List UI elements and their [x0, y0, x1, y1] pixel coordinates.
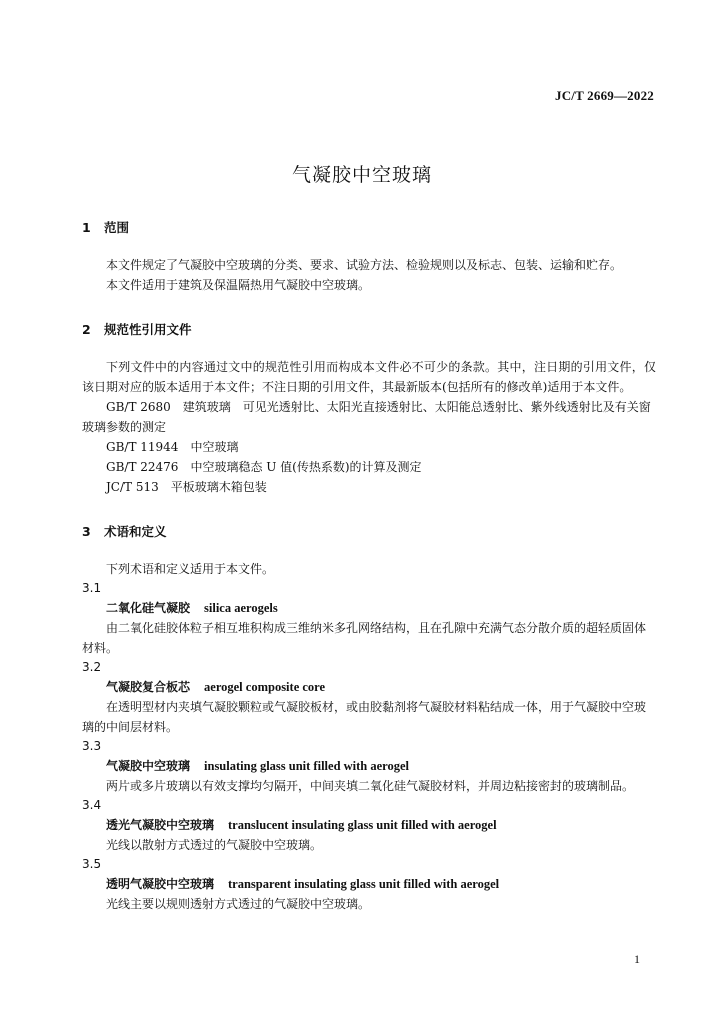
- section-number: 3: [82, 524, 91, 539]
- term-name-en: insulating glass unit filled with aerogel: [204, 759, 410, 773]
- term-name: [82, 815, 656, 835]
- section-title: 范围: [104, 220, 130, 235]
- reference-item: JC/T 513 平板玻璃木箱包装: [106, 480, 267, 494]
- term-name: [82, 598, 656, 618]
- term-definition: 光线主要以规则透射方式透过的气凝胶中空玻璃。: [106, 897, 371, 911]
- section-heading-terms: [82, 523, 656, 541]
- term-number: 3.4: [82, 798, 102, 812]
- section-number: 2: [82, 322, 91, 337]
- section-title: 规范性引用文件: [104, 322, 192, 337]
- term-name-en: silica aerogels: [204, 601, 278, 615]
- term-name-zh: 气凝胶中空玻璃: [106, 759, 191, 773]
- term-name: [82, 874, 656, 894]
- term-definition: 由二氧化硅胶体粒子相互堆积构成三维纳米多孔网络结构，且在孔隙中充满气态分散介质的超轻质固体材料。: [82, 621, 647, 655]
- paragraph: 下列文件中的内容通过文中的规范性引用而构成本文件必不可少的条款。其中，注日期的引用文件，仅该日期对应的版本适用于本文件；不注日期的引用文件，其最新版本(包括所有的修改单)适用于本文件。: [82, 360, 656, 394]
- term-number: 3.2: [82, 660, 102, 674]
- paragraph: 下列术语和定义适用于本文件。: [106, 562, 275, 576]
- term-name-zh: 透光气凝胶中空玻璃: [106, 818, 215, 832]
- section-number: 1: [82, 220, 91, 235]
- term-name-zh: 透明气凝胶中空玻璃: [106, 877, 215, 891]
- term-name: [82, 677, 656, 697]
- term-definition: 光线以散射方式透过的气凝胶中空玻璃。: [106, 838, 323, 852]
- term-definition: 两片或多片玻璃以有效支撑均匀隔开，中间夹填二氧化硅气凝胶材料，并周边粘接密封的玻璃制品。: [106, 779, 635, 793]
- term-name-zh: 二氧化硅气凝胶: [106, 601, 191, 615]
- section-heading-normative-references: [82, 321, 656, 339]
- term-name-en: transparent insulating glass unit filled with aerogel: [228, 877, 500, 891]
- term-name-en: aerogel composite core: [204, 680, 326, 694]
- term-number: 3.3: [82, 739, 102, 753]
- term-number: 3.1: [82, 581, 102, 595]
- page-number: 1: [634, 952, 640, 966]
- standard-code: JC/T 2669—2022: [555, 88, 654, 103]
- section-title: 术语和定义: [104, 524, 167, 539]
- reference-item: GB/T 22476 中空玻璃稳态 U 值(传热系数)的计算及测定: [106, 460, 422, 474]
- term-name-en: translucent insulating glass unit filled with aerogel: [228, 818, 497, 832]
- document-body: [82, 219, 656, 914]
- term-name: [82, 756, 656, 776]
- paragraph: 本文件适用于建筑及保温隔热用气凝胶中空玻璃。: [106, 278, 371, 292]
- term-name-zh: 气凝胶复合板芯: [106, 680, 191, 694]
- term-definition: 在透明型材内夹填气凝胶颗粒或气凝胶板材，或由胶黏剂将气凝胶材料粘结成一体，用于气凝胶中空玻璃的中间层材料。: [82, 700, 647, 734]
- section-heading-scope: [82, 219, 656, 237]
- paragraph: 本文件规定了气凝胶中空玻璃的分类、要求、试验方法、检验规则以及标志、包装、运输和贮存。: [106, 258, 623, 272]
- reference-item: GB/T 11944 中空玻璃: [106, 440, 239, 454]
- term-number: 3.5: [82, 857, 102, 871]
- reference-item: GB/T 2680 建筑玻璃 可见光透射比、太阳光直接透射比、太阳能总透射比、紫外线透射比及有关窗玻璃参数的测定: [82, 400, 651, 434]
- document-title: 气凝胶中空玻璃: [291, 164, 432, 186]
